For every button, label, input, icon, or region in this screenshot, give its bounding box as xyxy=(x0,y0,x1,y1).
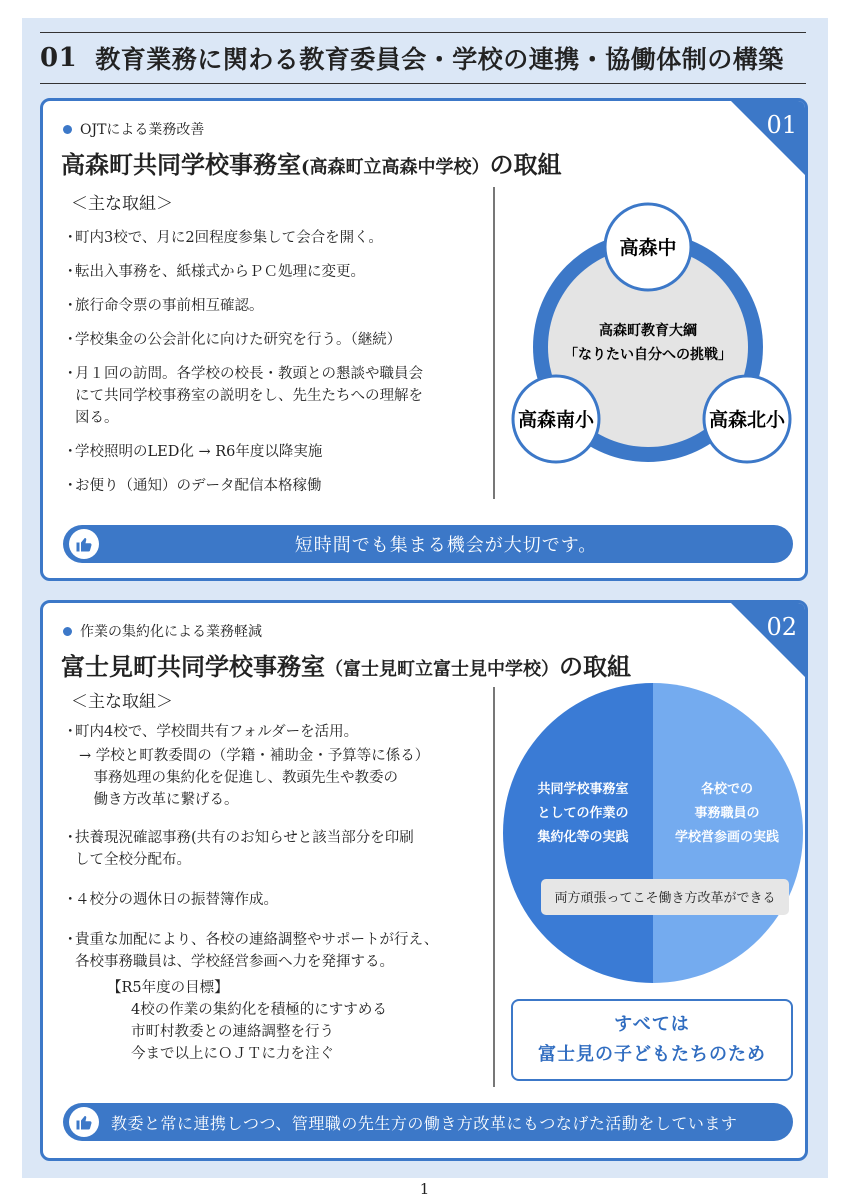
item-list xyxy=(63,227,493,509)
bullet-dot-icon xyxy=(63,125,72,134)
section-header xyxy=(40,32,806,84)
list-item: ・ 転出入事務を、紙様式からＰＣ処理に変更。 xyxy=(63,264,365,280)
goal-box-line: 富士見の子どもたちのため xyxy=(538,1044,766,1065)
card-takamori xyxy=(40,98,808,581)
card-number: 02 xyxy=(766,613,797,641)
card-number: 01 xyxy=(766,111,797,139)
main-label: ＜主な取組＞ xyxy=(71,692,173,712)
tagline xyxy=(63,621,262,641)
center-line1: 高森町教育大綱 xyxy=(599,323,697,339)
goal-box-line: すべては xyxy=(614,1014,690,1035)
thumbs-up-icon xyxy=(69,529,99,559)
title-sub: （富士見町立富士見中学校） xyxy=(325,659,559,680)
title-sub: (高森町立高森中学校） xyxy=(301,157,490,178)
tagline-text: OJTによる業務改善 xyxy=(80,122,205,138)
thumbs-up-icon xyxy=(69,1107,99,1137)
title-end: の取組 xyxy=(559,652,631,681)
main-label: ＜主な取組＞ xyxy=(71,194,173,214)
list-item: ・ 貴重な加配により、各校の連絡調整やサポートが行え、 各校事務職員は、学校経営参画へ力を発揮する。 xyxy=(63,932,439,970)
pie-diagram xyxy=(503,683,803,983)
list-item: ・ 旅行命令票の事前相互確認。 xyxy=(63,298,264,314)
pie-right-line: 各校での xyxy=(700,782,754,797)
message-banner xyxy=(63,525,793,563)
pie-right-line: 事務職員の xyxy=(694,806,760,821)
goal-box xyxy=(511,999,793,1081)
list-item-detail: → 学校と町教委間の（学籍・補助金・予算等に係る） 事務処理の集約化を促進し、教頭先生や教委の 働き方改革に繋げる。 xyxy=(79,748,430,808)
card-title xyxy=(61,647,631,682)
pie-right-line: 学校営参画の実践 xyxy=(674,830,780,845)
goal-item: 今まで以上にＯＪＴに力を注ぐ xyxy=(131,1046,334,1062)
title-main: 高森町共同学校事務室 xyxy=(61,150,301,179)
card-title xyxy=(61,145,562,180)
list-item: ・ ４校分の週休日の振替簿作成。 xyxy=(63,892,278,908)
school-top-label: 高森中 xyxy=(619,237,677,259)
message-banner xyxy=(63,1103,793,1141)
pie-caption: 両方頑張ってこそ働き方改革ができる xyxy=(554,891,776,906)
pie-left-line: としての作業の xyxy=(537,806,629,821)
title-end: の取組 xyxy=(489,150,562,179)
section-number: 01 xyxy=(40,43,78,73)
school-cycle-diagram xyxy=(503,187,803,477)
card-fujimi xyxy=(40,600,808,1161)
goal-item: 市町村教委との連絡調整を行う xyxy=(131,1024,334,1040)
list-item: ・ お便り（通知）のデータ配信本格稼働 xyxy=(63,478,322,494)
school-right-label: 高森北小 xyxy=(708,409,786,431)
bullet-dot-icon xyxy=(63,627,72,636)
banner-text: 短時間でも集まる機会が大切です。 xyxy=(294,535,598,556)
vertical-divider xyxy=(493,687,495,1087)
goal-item: 4校の作業の集約化を積極的にすすめる xyxy=(131,1002,387,1018)
list-item: ・ 扶養現況確認事務(共有のお知らせと該当部分を印刷 して全校分配布。 xyxy=(63,830,414,868)
list-item: ・ 月１回の訪問。各学校の校長・教頭との懇談や職員会 にて共同学校事務室の説明をし、先生たちへの理解を 図る。 xyxy=(63,366,423,426)
tagline-text: 作業の集約化による業務軽減 xyxy=(80,624,262,640)
tagline xyxy=(63,119,204,139)
goal-list xyxy=(131,999,503,1065)
goal-heading: 【R5年度の目標】 xyxy=(107,980,229,996)
list-item: ・ 町内3校で、月に2回程度参集して会合を開く。 xyxy=(63,230,383,246)
item-list xyxy=(63,721,503,1065)
section-title: 教育業務に関わる教育委員会・学校の連携・協働体制の構築 xyxy=(95,45,784,74)
title-main: 富士見町共同学校事務室 xyxy=(61,652,325,681)
school-left-label: 高森南小 xyxy=(517,409,595,431)
banner-text: 教委と常に連携しつつ、管理職の先生方の働き方改革にもつなげた活動をしています xyxy=(111,1113,738,1133)
vertical-divider xyxy=(493,187,495,499)
pie-left-line: 共同学校事務室 xyxy=(537,782,629,797)
list-item: ・ 町内4校で、学校間共有フォルダーを活用。 xyxy=(63,724,359,740)
list-item: ・ 学校照明のLED化 → R6年度以降実施 xyxy=(63,444,323,460)
center-line2: 「なりたい自分への挑戦」 xyxy=(564,347,732,363)
pie-left-line: 集約化等の実践 xyxy=(537,830,629,845)
list-item: ・ 学校集金の公会計化に向けた研究を行う。（継続） xyxy=(63,332,402,348)
page-number: 1 xyxy=(419,1180,430,1198)
